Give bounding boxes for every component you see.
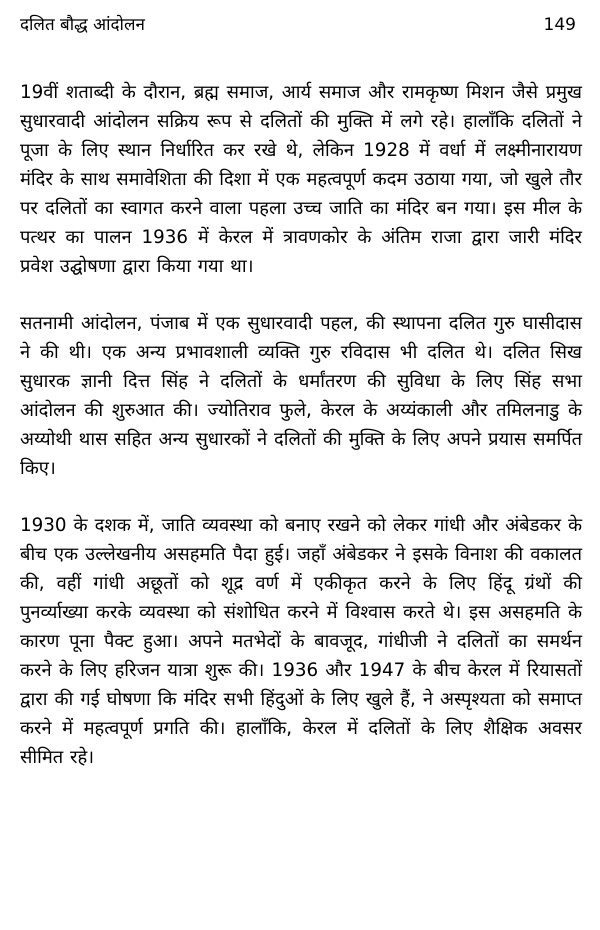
running-head-title: दलित बौद्ध आंदोलन [20, 15, 145, 35]
paragraph-reform-movements: 19वीं शताब्दी के दौरान, ब्रह्म समाज, आर्य समाज और रामकृष्ण मिशन जैसे प्रमुख सुधारवादी आंदोलन सक्रिय रूप से दलितों की मुक्ति में लगे रहे। हालाँकि दलितों ने पूजा के लिए स्थान निर्धारित कर रखे थे, लेकिन 1928 में वर्धा में लक्ष्मीनारायण मंदिर के साथ समावेशिता की दिशा में एक महत्वपूर्ण कदम उठाया गया, जो खुले तौर पर दलितों का स्वागत करने वाला पहला उच्च जाति का मंदिर बन गया। इस मील के पत्थर का पालन 1936 में केरल में त्रावणकोर के अंतिम राजा द्वारा जारी मंदिर प्रवेश उद्घोषणा द्वारा किया गया था। [20, 82, 582, 277]
paragraph-gandhi-ambedkar: 1930 के दशक में, जाति व्यवस्था को बनाए रखने को लेकर गांधी और अंबेडकर के बीच एक उल्लेखनीय असहमति पैदा हुई। जहाँ अंबेडकर ने इसके विनाश की वकालत की, वहीं गांधी अछूतों को शूद्र वर्ण में एकीकृत करने के लिए हिंदू ग्रंथों की पुनर्व्याख्या करके व्यवस्था को संशोधित करने में विश्वास करते थे। इस असहमति के कारण पूना पैक्ट हुआ। अपने मतभेदों के बावजूद, गांधीजी ने दलितों का समर्थन करने के लिए हरिजन यात्रा शुरू की। 1936 और 1947 के बीच केरल में रियासतों द्वारा की गई घोषणा कि मंदिर सभी हिंदुओं के लिए खुले हैं, ने अस्पृश्यता को समाप्त करने में महत्वपूर्ण प्रगति की। हालाँकि, केरल में दलितों के लिए शैक्षिक अवसर सीमित रहे। [20, 515, 582, 768]
paragraph-satnami-movement: सतनामी आंदोलन, पंजाब में एक सुधारवादी पहल, की स्थापना दलित गुरु घासीदास ने की थी। एक अन्य प्रभावशाली व्यक्ति गुरु रविदास भी दलित थे। दलित सिख सुधारक ज्ञानी दित्त सिंह ने दलितों के धर्मांतरण की सुविधा के लिए सिंह सभा आंदोलन की शुरुआत की। ज्योतिराव फुले, केरल के अय्यंकाली और तमिलनाडु के अय्योथी थास सहित अन्य सुधारकों ने दलितों की मुक्ति के लिए अपने प्रयास समर्पित किए। [20, 313, 582, 479]
page-number: 149 [543, 15, 576, 35]
body-text [20, 78, 582, 772]
